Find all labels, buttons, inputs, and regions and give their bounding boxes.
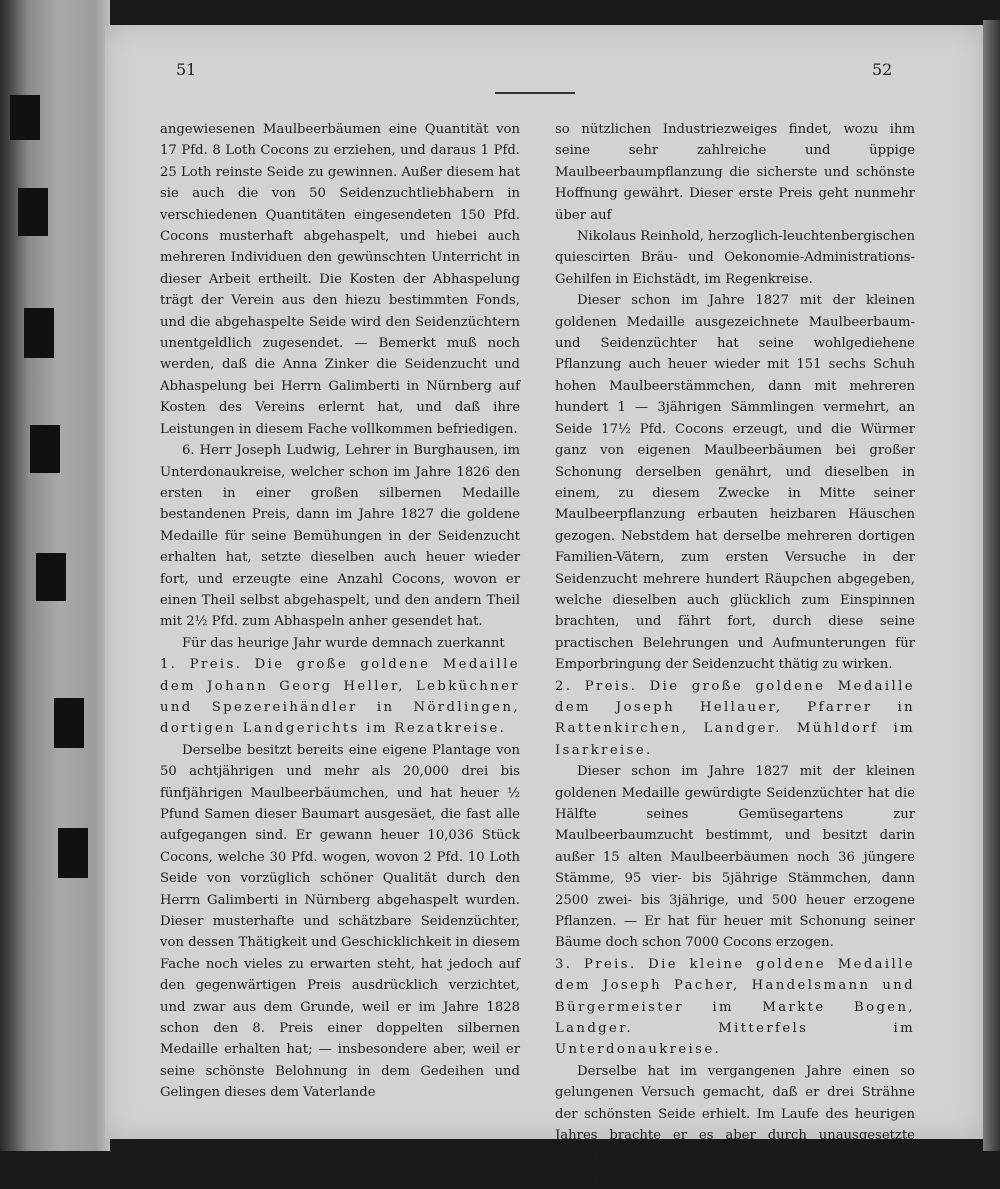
- paragraph: Derselbe besitzt bereits eine eigene Plantage von 50 achtjährigen und mehr als 20,000 drei bis fünfjährigen Maulbeerbäumchen, und hat heuer ½ Pfund Samen dieser Baumart ausgesäet, die fast alle aufgegangen sind. Er gewann heuer 10,036 Stück Cocons, welche 30 Pfd. wogen, wovon 2 Pfd. 10 Loth Seide von vorzüglich schöner Qualität durch den Herrn Galimberti in Nürnberg abgehaspelt wurden. Dieser musterhafte und schätzbare Seidenzüchter, von dessen Thätigkeit und Geschicklichkeit in diesem Fache noch vieles zu erwarten steht, hat jedoch auf den gegenwärtigen Preis ausdrücklich verzichtet, und zwar aus dem Grunde, weil er im Jahre 1828 schon den 8. Preis einer doppelten silbernen Medaille erhalten hat; — insbesondere aber, weil er seine schönste Belohnung in dem Gedeihen und Gelingen dieses dem Vaterlande: [160, 742, 520, 1101]
- page-edge: [983, 20, 1000, 1151]
- binding-tab: [54, 698, 84, 748]
- binding-tab: [24, 308, 54, 358]
- paragraph: angewiesenen Maulbeerbäumen eine Quantität von 17 Pfd. 8 Loth Cocons zu erziehen, und daraus 1 Pfd. 25 Loth reinste Seide zu gewinnen. Außer diesem hat sie auch die von 50 Seidenzuchtliebhabern in verschiedenen Quantitäten eingesendeten 150 Pfd. Cocons musterhaft abgehaspelt, und hiebei auch mehreren Individuen den gewünschten Unterricht in dieser Arbeit ertheilt. Die Kosten der Abhaspelung trägt der Verein aus den hiezu bestimmten Fonds, und die abgehaspelte Seide wird den Seidenzüchtern unentgeldlich zugesendet. — Bemerkt muß noch werden, daß die Anna Zinker die Seidenzucht und Abhaspelung bei Herrn Galimberti in Nürnberg auf Kosten des Vereins erlernt hat, und daß ihre Leistungen in diesem Fache vollkommen befriedigen.: [160, 122, 520, 437]
- binding-tab: [10, 95, 40, 140]
- right-column: [555, 119, 915, 1189]
- page-number-right: 52: [872, 60, 893, 79]
- left-column: [160, 119, 520, 1104]
- paragraph: so nützlichen Industriezweiges findet, wozu ihm seine sehr zahlreiche und üppige Maulbeerbaumpflanzung die sicherste und schönste Hoffnung gewährt. Dieser erste Preis geht nunmehr über auf: [555, 122, 915, 223]
- paragraph: Derselbe hat im vergangenen Jahre einen so gelungenen Versuch gemacht, daß er drei Strähne der schönsten Seide erhielt. Im Laufe des heurigen Jahres brachte er es aber durch unausgesetzte Thätigkeit dahin, daß er mittels eines hiezu eigends erkauften Grundes: [555, 1063, 915, 1186]
- paragraph: 2. Preis. Die große goldene Medaille dem Joseph Hellauer, Pfarrer in Rattenkirchen, Landger. Mühldorf im Isarkreise.: [555, 678, 915, 758]
- binding-tab: [36, 553, 66, 601]
- binding-tab: [30, 425, 60, 473]
- paragraph: Dieser schon im Jahre 1827 mit der kleinen goldenen Medaille gewürdigte Seidenzüchter hat die Hälfte seines Gemüsegartens zur Maulbeerbaumzucht bestimmt, und besitzt darin außer 15 alten Maulbeerbäumen noch 36 jüngere Stämme, 95 vier- bis 5jährige Stämmchen, dann 2500 zwei- bis 3jährige, und 500 heuer erzogene Pflanzen. — Er hat für heuer mit Schonung seiner Bäume doch schon 7000 Cocons erzogen.: [555, 764, 915, 951]
- paragraph: Dieser schon im Jahre 1827 mit der kleinen goldenen Medaille ausgezeichnete Maulbeerbaum- und Seidenzüchter hat seine wohlgediehene Pflanzung auch heuer wieder mit 151 sechs Schuh hohen Maulbeerstämmchen, dann mit mehreren hundert 1 — 3jährigen Sämmlingen vermehrt, an Seide 17½ Pfd. Cocons erzeugt, und die Würmer ganz von eigenen Maulbeerbäumen bei großer Schonung derselben genährt, und dieselben in einem, zu diesem Zwecke in Mitte seiner Maulbeerpflanzung erbauten heizbaren Häuschen gezogen. Nebstdem hat derselbe mehreren dortigen Familien-Vätern, zum ersten Versuche in der Seidenzucht mehrere hundert Räupchen abgegeben, welche dieselben auch glücklich zum Einspinnen brachten, und fährt fort, durch diese seine practischen Belehrungen und Aufmunterungen für Emporbringung der Seidenzucht thätig zu wirken.: [555, 293, 915, 673]
- paragraph: Nikolaus Reinhold, herzoglich-leuchtenbergischen quiescirten Bräu- und Oekonomie-Administrations-Gehilfen in Eichstädt, im Regenkreise.: [555, 229, 915, 287]
- paragraph: 1. Preis. Die große goldene Medaille dem Johann Georg Heller, Lebküchner und Spezereihändler in Nördlingen, dortigen Landgerichts im Rezatkreise.: [160, 657, 520, 737]
- binding-tab: [18, 188, 48, 236]
- page-number-left: 51: [176, 60, 197, 79]
- paragraph: 3. Preis. Die kleine goldene Medaille dem Joseph Pacher, Handelsmann und Bürgermeister im Markte Bogen, Landger. Mitterfels im Unterdonaukreise.: [555, 956, 915, 1058]
- binding-tab: [58, 828, 88, 878]
- paragraph: 6. Herr Joseph Ludwig, Lehrer in Burghausen, im Unterdonaukreise, welcher schon im Jahre 1826 den ersten in einer großen silbernen Medaille bestandenen Preis, dann im Jahre 1827 die goldene Medaille für seine Bemühungen in der Seidenzucht erhalten hat, setzte dieselben auch heuer wieder fort, und erzeugte eine Anzahl Cocons, wovon er einen Theil selbst abgehaspelt, und den andern Theil mit 2½ Pfd. zum Abhaspeln anher gesendet hat.: [160, 443, 520, 630]
- paragraph: Für das heurige Jahr wurde demnach zuerkannt: [182, 635, 505, 651]
- header-rule: [495, 92, 575, 94]
